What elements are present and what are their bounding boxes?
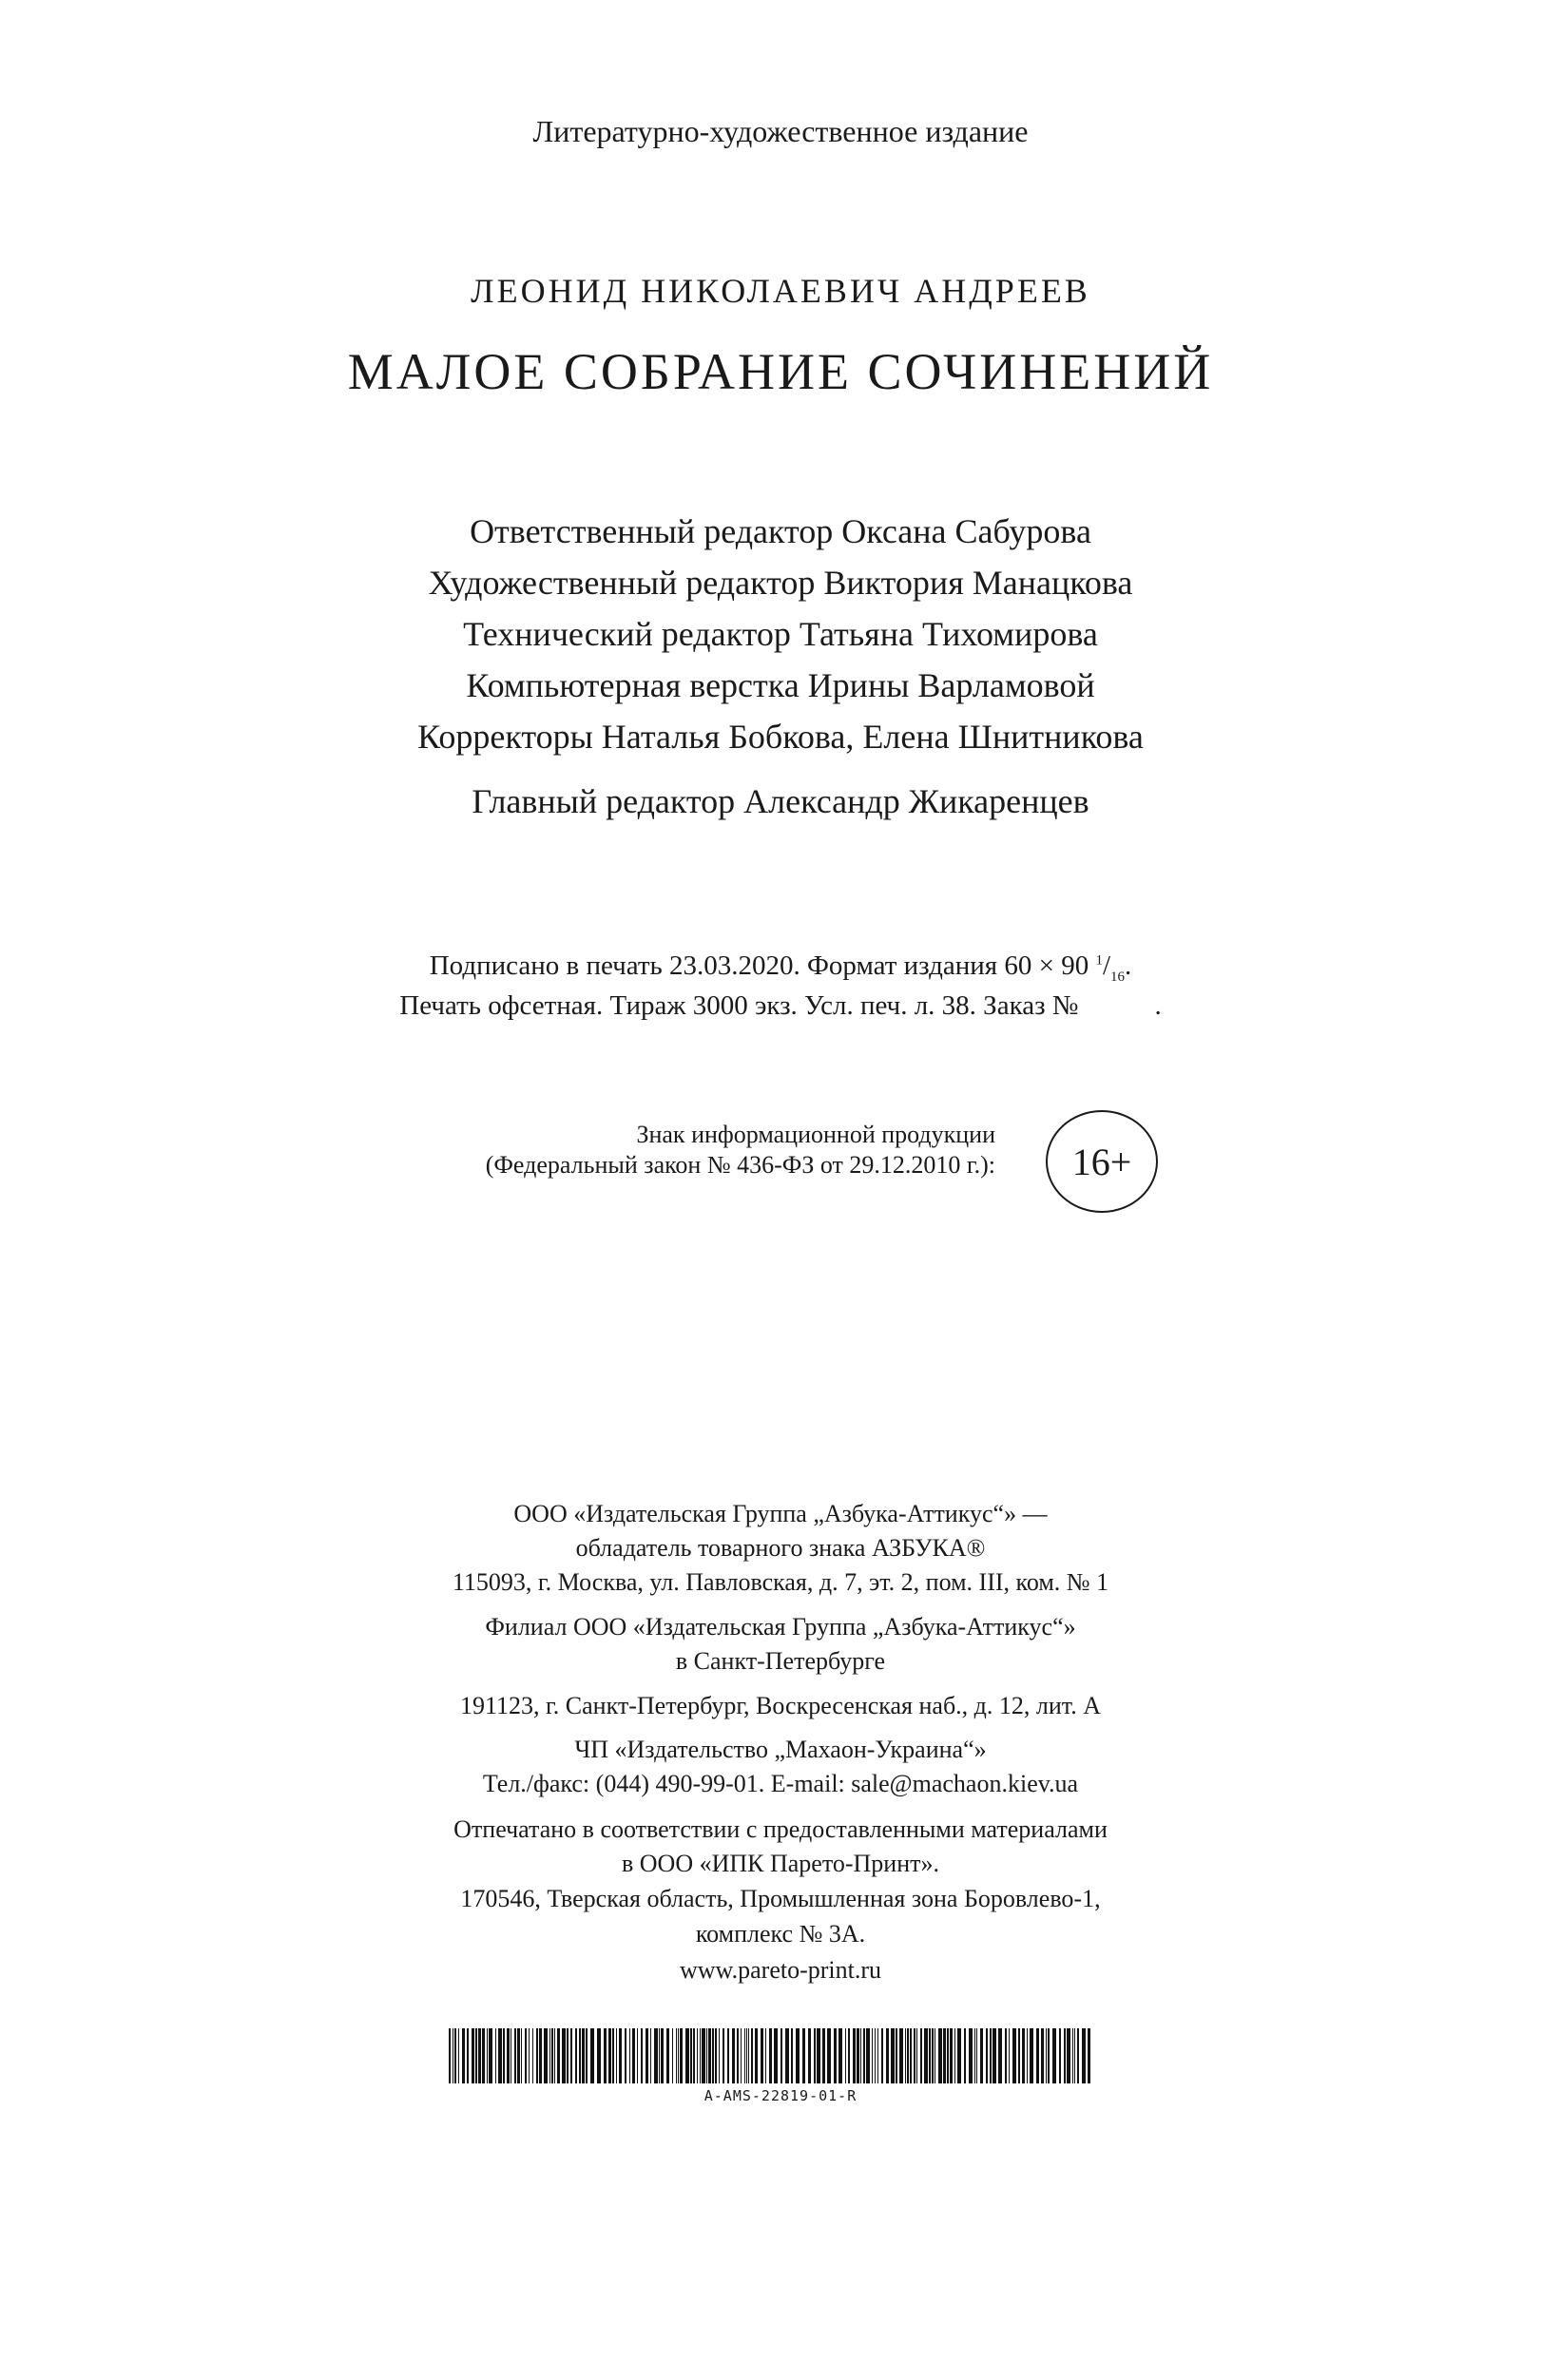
barcode-bar [947,2028,949,2083]
publisher-line: обладатель товарного знака АЗБУКА® [575,1534,986,1562]
barcode-bar [498,2028,502,2083]
age-label-line: Знак информационной продукции [636,1121,995,1148]
barcode-bar [848,2028,850,2083]
barcode-bar [1036,2028,1039,2083]
barcode-bar [857,2028,859,2083]
barcode-bar [907,2028,909,2083]
barcode-bar [1082,2028,1086,2083]
barcode-bar [604,2028,607,2083]
barcode-bar [980,2028,983,2083]
barcode-bar [1088,2028,1090,2083]
barcode-bar [834,2028,837,2083]
age-label-line: (Федеральный закон № 436-ФЗ от 29.12.2010 г.): [485,1151,995,1179]
barcode-bar [472,2028,474,2083]
publisher-line: ЧП «Издательство „Махаон-Украина“» [574,1736,987,1763]
barcode-bar [1022,2028,1025,2083]
barcode-bar [974,2028,975,2083]
barcode-bar [916,2028,917,2083]
credit-line: Технический редактор Татьяна Тихомирова [463,615,1098,653]
barcode-bar [597,2028,601,2083]
barcode-bar [676,2028,677,2083]
barcode-bar [1072,2028,1073,2083]
barcode-bar [746,2028,747,2083]
barcode-bar [659,2028,660,2083]
barcode-bar [478,2028,481,2083]
barcode-bar [536,2028,538,2083]
genre-line: Литературно-художественное издание [532,114,1029,148]
barcode-bar [1074,2028,1075,2083]
barcode-bar [449,2028,451,2083]
barcode-bar [755,2028,758,2083]
barcode-bar [866,2028,870,2083]
barcode-bar [769,2028,772,2083]
barcode-bar [1077,2028,1079,2083]
barcode-bar [517,2028,520,2083]
barcode-bar [719,2028,720,2083]
barcode-bar [514,2028,516,2083]
barcode-bar [954,2028,955,2083]
barcode-bar [700,2028,701,2083]
barcode-bar [1064,2028,1066,2083]
barcode-bar [802,2028,805,2083]
barcode-bar [1018,2028,1020,2083]
barcode-bar [579,2028,581,2083]
barcode-bar [891,2028,895,2083]
barcode-bar [666,2028,669,2083]
barcode [449,2028,1095,2083]
publisher-line: в Санкт-Петербурге [675,1647,886,1675]
barcode-bar [744,2028,745,2083]
barcode-bar [808,2028,811,2083]
barcode-bar [950,2028,953,2083]
barcode-bar [612,2028,614,2083]
author-name: ЛЕОНИД НИКОЛАЕВИЧ АНДРЕЕВ [471,272,1090,310]
publisher-line: Филиал ООО «Издательская Группа „Азбука-Аттикус“» [485,1613,1076,1641]
barcode-bar [650,2028,651,2083]
barcode-bar [567,2028,569,2083]
barcode-bar [748,2028,749,2083]
barcode-bar [487,2028,488,2083]
barcode-bar [1048,2028,1050,2083]
barcode-bar [914,2028,915,2083]
barcode-bar [646,2028,648,2083]
barcode-bar [1005,2028,1007,2083]
barcode-bar [632,2028,635,2083]
barcode-bar [462,2028,465,2083]
barcode-bar [924,2028,928,2083]
barcode-bar [693,2028,695,2083]
barcode-bar [637,2028,638,2083]
barcode-bar [690,2028,692,2083]
credit-line: Главный редактор Александр Жикаренцев [472,782,1089,820]
barcode-bar [929,2028,931,2083]
barcode-bar [1067,2028,1070,2083]
publisher-line: Отпечатано в соответствии с предоставленными материалами [453,1815,1108,1843]
barcode-bar [986,2028,988,2083]
barcode-bar [454,2028,456,2083]
barcode-bar [875,2028,876,2083]
barcode-bar [1009,2028,1010,2083]
barcode-bar [822,2028,825,2083]
barcode-bar [1030,2028,1033,2083]
barcode-bar [943,2028,946,2083]
barcode-bar [741,2028,742,2083]
barcode-bar [817,2028,820,2083]
barcode-bar [1041,2028,1044,2083]
barcode-bar [557,2028,560,2083]
publisher-line: комплекс № 3А. [695,1920,866,1948]
barcode-bar [616,2028,617,2083]
barcode-bar [920,2028,922,2083]
barcode-bar [791,2028,793,2083]
barcode-bar [715,2028,717,2083]
barcode-bar [774,2028,778,2083]
barcode-bar [539,2028,542,2083]
barcode-bar [482,2028,485,2083]
barcode-bar [570,2028,572,2083]
barcode-bar [872,2028,873,2083]
barcode-bar [654,2028,658,2083]
barcode-bar [863,2028,865,2083]
barcode-bar [751,2028,753,2083]
barcode-bar [1012,2028,1016,2083]
barcode-bar [467,2028,469,2083]
publisher-line: Тел./факс: (044) 490-99-01. E-mail: sale@machaon.kiev.ua [482,1770,1079,1797]
publisher-line: 191123, г. Санкт-Петербург, Воскресенская наб., д. 12, лит. А [460,1692,1101,1719]
age-rating-badge [1046,1110,1158,1213]
barcode-bar [680,2028,683,2083]
barcode-bar [877,2028,878,2083]
barcode-bar [905,2028,906,2083]
barcode-bar [964,2028,966,2083]
barcode-bar [562,2028,566,2083]
barcode-bar [1027,2028,1028,2083]
publisher-line: www.pareto-print.ru [679,1956,882,1984]
barcode-bar [678,2028,679,2083]
barcode-bar [625,2028,626,2083]
print-run-line: Печать офсетная. Тираж 3000 экз. Усл. печ. л. 38. Заказ № . [399,990,1162,1021]
print-run-text: Печать офсетная. Тираж 3000 экз. Усл. печ. л. 38. Заказ № [399,990,1079,1021]
barcode-bar [619,2028,622,2083]
fraction-denominator: 16 [1110,969,1126,985]
barcode-bar [969,2028,973,2083]
barcode-bar [590,2028,594,2083]
age-label [235,1120,995,1180]
barcode-bar [761,2028,763,2083]
barcode-bar [641,2028,643,2083]
barcode-bar [586,2028,588,2083]
barcode-bar [529,2028,530,2083]
barcode-bar [708,2028,711,2083]
barcode-bar [932,2028,934,2083]
credit-line: Корректоры Наталья Бобкова, Елена Шнитникова [417,718,1144,756]
barcode-bar [521,2028,522,2083]
barcode-bar [629,2028,630,2083]
barcode-bar [551,2028,553,2083]
barcode-bar [712,2028,714,2083]
barcode-bar [910,2028,912,2083]
barcode-bar [549,2028,550,2083]
barcode-bar [661,2028,664,2083]
barcode-bar [575,2028,577,2083]
barcode-bar [845,2028,846,2083]
barcode-bar [582,2028,585,2083]
barcode-bar [998,2028,1002,2083]
publisher-line: ООО «Издательская Группа „Азбука-Аттикус“» — [513,1500,1048,1527]
barcode-bar [458,2028,459,2083]
barcode-bar [532,2028,533,2083]
barcode-bar [765,2028,766,2083]
fraction-numerator: 1 [1095,952,1103,969]
barcode-bar [899,2028,903,2083]
barcode-bar [938,2028,942,2083]
barcode-bar [685,2028,689,2083]
publisher-line: 115093, г. Москва, ул. Павловская, д. 7, эт. 2, пом. III, ком. № 1 [452,1568,1109,1596]
barcode-bar [608,2028,611,2083]
barcode-bar [732,2028,735,2083]
barcode-bar [554,2028,555,2083]
print-format-line: Подписано в печать 23.03.2020. Формат издания 60 × 90 $^1/_{16}$. [429,950,1132,985]
barcode-bar [544,2028,548,2083]
barcode-bar [992,2028,996,2083]
barcode-bar [702,2028,705,2083]
barcode-bar [697,2028,698,2083]
barcode-bar [475,2028,477,2083]
barcode-bar [727,2028,729,2083]
barcode-bar [785,2028,789,2083]
barcode-code: A-AMS-22819-01-R [703,2087,858,2104]
barcode-bar [838,2028,842,2083]
credit-line: Компьютерная верстка Ирины Варламовой [466,666,1095,704]
publisher-line: в ООО «ИПК Парето-Принт». [621,1850,939,1877]
barcode-bar [886,2028,889,2083]
barcode-bar [1052,2028,1056,2083]
barcode-bar [672,2028,673,2083]
barcode-bar [525,2028,527,2083]
barcode-bar [706,2028,707,2083]
barcode-bar [990,2028,992,2083]
publisher-line: 170546, Тверская область, Промышленная зона Боровлево-1, [460,1885,1101,1912]
credit-line: Ответственный редактор Оксана Сабурова [470,512,1091,550]
barcode-bar [814,2028,816,2083]
barcode-bar [1059,2028,1061,2083]
barcode-bar [860,2028,861,2083]
print-format-text: Подписано в печать 23.03.2020. Формат издания 60 × 90 [429,950,1096,981]
credit-line: Художественный редактор Виктория Манацкова [428,564,1133,602]
barcode-bar [489,2028,492,2083]
barcode-bar [495,2028,496,2083]
barcode-bar [796,2028,800,2083]
barcode-bar [507,2028,510,2083]
barcode-bar [957,2028,961,2083]
barcode-bar [723,2028,724,2083]
barcode-bar [827,2028,831,2083]
barcode-bar [1046,2028,1047,2083]
barcode-bar [896,2028,897,2083]
barcode-bar [853,2028,856,2083]
book-title: МАЛОЕ СОБРАНИЕ СОЧИНЕНИЙ [347,343,1214,400]
barcode-bar [503,2028,505,2083]
barcode-bar [737,2028,739,2083]
age-rating-text: 16+ [1071,1140,1132,1183]
barcode-bar [881,2028,883,2083]
barcode-bar [780,2028,782,2083]
barcode-bar [976,2028,977,2083]
